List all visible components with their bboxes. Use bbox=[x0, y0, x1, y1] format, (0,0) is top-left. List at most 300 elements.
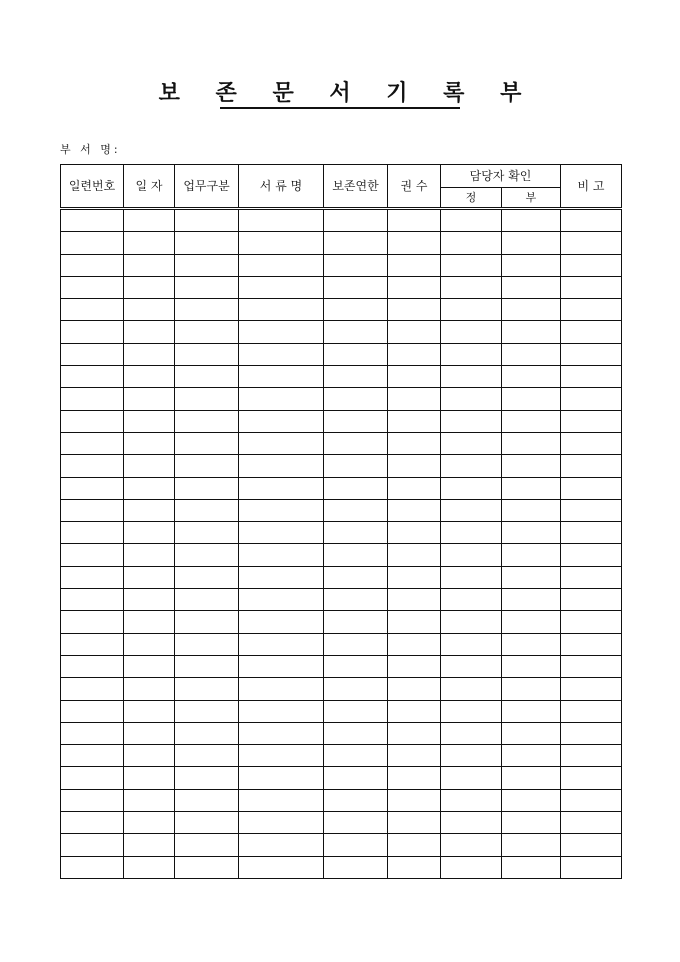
cell-doc-name[interactable] bbox=[239, 611, 324, 633]
cell-volumes[interactable] bbox=[388, 789, 441, 811]
cell-remarks[interactable] bbox=[561, 388, 622, 410]
cell-primary[interactable] bbox=[441, 566, 502, 588]
cell-remarks[interactable] bbox=[561, 655, 622, 677]
cell-serial-no[interactable] bbox=[61, 410, 124, 432]
cell-serial-no[interactable] bbox=[61, 209, 124, 232]
cell-serial-no[interactable] bbox=[61, 455, 124, 477]
cell-work-category[interactable] bbox=[175, 522, 239, 544]
cell-volumes[interactable] bbox=[388, 410, 441, 432]
cell-doc-name[interactable] bbox=[239, 499, 324, 521]
cell-date[interactable] bbox=[124, 477, 175, 499]
cell-volumes[interactable] bbox=[388, 232, 441, 254]
cell-remarks[interactable] bbox=[561, 834, 622, 856]
cell-secondary[interactable] bbox=[502, 611, 561, 633]
cell-secondary[interactable] bbox=[502, 432, 561, 454]
cell-primary[interactable] bbox=[441, 209, 502, 232]
cell-volumes[interactable] bbox=[388, 254, 441, 276]
cell-retention[interactable] bbox=[324, 722, 388, 744]
header-date: 일 자 bbox=[124, 165, 175, 209]
cell-volumes[interactable] bbox=[388, 767, 441, 789]
cell-secondary[interactable] bbox=[502, 366, 561, 388]
cell-secondary[interactable] bbox=[502, 499, 561, 521]
cell-retention[interactable] bbox=[324, 767, 388, 789]
cell-volumes[interactable] bbox=[388, 477, 441, 499]
cell-volumes[interactable] bbox=[388, 589, 441, 611]
cell-primary[interactable] bbox=[441, 232, 502, 254]
cell-remarks[interactable] bbox=[561, 522, 622, 544]
cell-secondary[interactable] bbox=[502, 321, 561, 343]
cell-serial-no[interactable] bbox=[61, 499, 124, 521]
cell-work-category[interactable] bbox=[175, 499, 239, 521]
cell-work-category[interactable] bbox=[175, 366, 239, 388]
cell-serial-no[interactable] bbox=[61, 388, 124, 410]
cell-primary[interactable] bbox=[441, 678, 502, 700]
cell-doc-name[interactable] bbox=[239, 232, 324, 254]
cell-date[interactable] bbox=[124, 834, 175, 856]
cell-date[interactable] bbox=[124, 343, 175, 365]
cell-primary[interactable] bbox=[441, 343, 502, 365]
cell-serial-no[interactable] bbox=[61, 522, 124, 544]
cell-retention[interactable] bbox=[324, 455, 388, 477]
cell-primary[interactable] bbox=[441, 856, 502, 878]
cell-serial-no[interactable] bbox=[61, 254, 124, 276]
cell-date[interactable] bbox=[124, 611, 175, 633]
cell-date[interactable] bbox=[124, 633, 175, 655]
cell-doc-name[interactable] bbox=[239, 388, 324, 410]
cell-secondary[interactable] bbox=[502, 633, 561, 655]
cell-date[interactable] bbox=[124, 209, 175, 232]
cell-retention[interactable] bbox=[324, 321, 388, 343]
cell-serial-no[interactable] bbox=[61, 856, 124, 878]
cell-volumes[interactable] bbox=[388, 388, 441, 410]
cell-doc-name[interactable] bbox=[239, 522, 324, 544]
cell-date[interactable] bbox=[124, 432, 175, 454]
table-row bbox=[61, 544, 622, 566]
cell-doc-name[interactable] bbox=[239, 276, 324, 298]
cell-primary[interactable] bbox=[441, 499, 502, 521]
cell-retention[interactable] bbox=[324, 477, 388, 499]
cell-secondary[interactable] bbox=[502, 477, 561, 499]
cell-retention[interactable] bbox=[324, 611, 388, 633]
cell-doc-name[interactable] bbox=[239, 209, 324, 232]
cell-work-category[interactable] bbox=[175, 455, 239, 477]
cell-work-category[interactable] bbox=[175, 678, 239, 700]
cell-serial-no[interactable] bbox=[61, 789, 124, 811]
cell-date[interactable] bbox=[124, 700, 175, 722]
table-row bbox=[61, 299, 622, 321]
cell-doc-name[interactable] bbox=[239, 299, 324, 321]
cell-retention[interactable] bbox=[324, 678, 388, 700]
header-secondary: 부 bbox=[502, 188, 561, 209]
cell-volumes[interactable] bbox=[388, 209, 441, 232]
cell-doc-name[interactable] bbox=[239, 722, 324, 744]
cell-remarks[interactable] bbox=[561, 410, 622, 432]
cell-date[interactable] bbox=[124, 678, 175, 700]
cell-doc-name[interactable] bbox=[239, 767, 324, 789]
cell-remarks[interactable] bbox=[561, 299, 622, 321]
table-row bbox=[61, 856, 622, 878]
cell-doc-name[interactable] bbox=[239, 544, 324, 566]
cell-primary[interactable] bbox=[441, 366, 502, 388]
cell-work-category[interactable] bbox=[175, 432, 239, 454]
cell-primary[interactable] bbox=[441, 455, 502, 477]
cell-doc-name[interactable] bbox=[239, 655, 324, 677]
cell-doc-name[interactable] bbox=[239, 812, 324, 834]
cell-primary[interactable] bbox=[441, 544, 502, 566]
table-row bbox=[61, 499, 622, 521]
cell-remarks[interactable] bbox=[561, 767, 622, 789]
cell-date[interactable] bbox=[124, 499, 175, 521]
table-row bbox=[61, 589, 622, 611]
cell-serial-no[interactable] bbox=[61, 745, 124, 767]
cell-remarks[interactable] bbox=[561, 633, 622, 655]
cell-serial-no[interactable] bbox=[61, 611, 124, 633]
cell-retention[interactable] bbox=[324, 299, 388, 321]
cell-serial-no[interactable] bbox=[61, 700, 124, 722]
cell-remarks[interactable] bbox=[561, 254, 622, 276]
cell-date[interactable] bbox=[124, 232, 175, 254]
cell-secondary[interactable] bbox=[502, 834, 561, 856]
cell-work-category[interactable] bbox=[175, 700, 239, 722]
cell-volumes[interactable] bbox=[388, 834, 441, 856]
cell-doc-name[interactable] bbox=[239, 789, 324, 811]
cell-volumes[interactable] bbox=[388, 633, 441, 655]
cell-remarks[interactable] bbox=[561, 455, 622, 477]
cell-remarks[interactable] bbox=[561, 232, 622, 254]
cell-primary[interactable] bbox=[441, 789, 502, 811]
cell-date[interactable] bbox=[124, 410, 175, 432]
cell-remarks[interactable] bbox=[561, 589, 622, 611]
table-row bbox=[61, 633, 622, 655]
cell-primary[interactable] bbox=[441, 299, 502, 321]
cell-date[interactable] bbox=[124, 276, 175, 298]
header-serial-no: 일련번호 bbox=[61, 165, 124, 209]
cell-volumes[interactable] bbox=[388, 678, 441, 700]
cell-secondary[interactable] bbox=[502, 254, 561, 276]
cell-secondary[interactable] bbox=[502, 767, 561, 789]
cell-serial-no[interactable] bbox=[61, 633, 124, 655]
cell-primary[interactable] bbox=[441, 477, 502, 499]
cell-date[interactable] bbox=[124, 544, 175, 566]
table-row bbox=[61, 789, 622, 811]
cell-retention[interactable] bbox=[324, 410, 388, 432]
table-row bbox=[61, 388, 622, 410]
cell-primary[interactable] bbox=[441, 812, 502, 834]
cell-retention[interactable] bbox=[324, 522, 388, 544]
cell-serial-no[interactable] bbox=[61, 432, 124, 454]
cell-volumes[interactable] bbox=[388, 700, 441, 722]
cell-work-category[interactable] bbox=[175, 410, 239, 432]
cell-doc-name[interactable] bbox=[239, 477, 324, 499]
cell-retention[interactable] bbox=[324, 209, 388, 232]
cell-primary[interactable] bbox=[441, 767, 502, 789]
cell-volumes[interactable] bbox=[388, 432, 441, 454]
cell-remarks[interactable] bbox=[561, 611, 622, 633]
cell-date[interactable] bbox=[124, 655, 175, 677]
cell-volumes[interactable] bbox=[388, 343, 441, 365]
cell-date[interactable] bbox=[124, 812, 175, 834]
table-row bbox=[61, 276, 622, 298]
cell-date[interactable] bbox=[124, 388, 175, 410]
cell-remarks[interactable] bbox=[561, 499, 622, 521]
cell-remarks[interactable] bbox=[561, 321, 622, 343]
cell-volumes[interactable] bbox=[388, 611, 441, 633]
cell-doc-name[interactable] bbox=[239, 455, 324, 477]
cell-date[interactable] bbox=[124, 722, 175, 744]
cell-work-category[interactable] bbox=[175, 856, 239, 878]
cell-volumes[interactable] bbox=[388, 276, 441, 298]
cell-remarks[interactable] bbox=[561, 432, 622, 454]
cell-secondary[interactable] bbox=[502, 410, 561, 432]
cell-volumes[interactable] bbox=[388, 522, 441, 544]
cell-secondary[interactable] bbox=[502, 678, 561, 700]
table-row bbox=[61, 343, 622, 365]
cell-primary[interactable] bbox=[441, 655, 502, 677]
cell-work-category[interactable] bbox=[175, 276, 239, 298]
table-row bbox=[61, 767, 622, 789]
cell-date[interactable] bbox=[124, 366, 175, 388]
cell-secondary[interactable] bbox=[502, 812, 561, 834]
cell-date[interactable] bbox=[124, 589, 175, 611]
cell-work-category[interactable] bbox=[175, 544, 239, 566]
cell-primary[interactable] bbox=[441, 611, 502, 633]
cell-serial-no[interactable] bbox=[61, 276, 124, 298]
cell-work-category[interactable] bbox=[175, 566, 239, 588]
cell-remarks[interactable] bbox=[561, 276, 622, 298]
header-volumes: 권 수 bbox=[388, 165, 441, 209]
table-row bbox=[61, 678, 622, 700]
cell-remarks[interactable] bbox=[561, 722, 622, 744]
cell-serial-no[interactable] bbox=[61, 589, 124, 611]
cell-serial-no[interactable] bbox=[61, 299, 124, 321]
cell-remarks[interactable] bbox=[561, 343, 622, 365]
cell-primary[interactable] bbox=[441, 589, 502, 611]
cell-serial-no[interactable] bbox=[61, 366, 124, 388]
title-underline bbox=[220, 107, 460, 109]
cell-date[interactable] bbox=[124, 321, 175, 343]
table-row bbox=[61, 700, 622, 722]
cell-volumes[interactable] bbox=[388, 366, 441, 388]
cell-date[interactable] bbox=[124, 455, 175, 477]
cell-secondary[interactable] bbox=[502, 388, 561, 410]
header-manager-check: 담당자 확인 bbox=[441, 165, 561, 188]
cell-retention[interactable] bbox=[324, 366, 388, 388]
cell-remarks[interactable] bbox=[561, 209, 622, 232]
cell-work-category[interactable] bbox=[175, 232, 239, 254]
cell-retention[interactable] bbox=[324, 232, 388, 254]
cell-doc-name[interactable] bbox=[239, 366, 324, 388]
cell-date[interactable] bbox=[124, 566, 175, 588]
cell-remarks[interactable] bbox=[561, 745, 622, 767]
cell-work-category[interactable] bbox=[175, 655, 239, 677]
cell-doc-name[interactable] bbox=[239, 410, 324, 432]
table-row bbox=[61, 254, 622, 276]
cell-retention[interactable] bbox=[324, 254, 388, 276]
cell-secondary[interactable] bbox=[502, 789, 561, 811]
cell-volumes[interactable] bbox=[388, 745, 441, 767]
cell-secondary[interactable] bbox=[502, 232, 561, 254]
cell-retention[interactable] bbox=[324, 812, 388, 834]
cell-secondary[interactable] bbox=[502, 745, 561, 767]
cell-date[interactable] bbox=[124, 789, 175, 811]
cell-retention[interactable] bbox=[324, 589, 388, 611]
cell-serial-no[interactable] bbox=[61, 343, 124, 365]
cell-serial-no[interactable] bbox=[61, 321, 124, 343]
cell-work-category[interactable] bbox=[175, 388, 239, 410]
cell-doc-name[interactable] bbox=[239, 254, 324, 276]
cell-remarks[interactable] bbox=[561, 856, 622, 878]
cell-work-category[interactable] bbox=[175, 745, 239, 767]
cell-doc-name[interactable] bbox=[239, 432, 324, 454]
cell-work-category[interactable] bbox=[175, 254, 239, 276]
cell-retention[interactable] bbox=[324, 856, 388, 878]
cell-primary[interactable] bbox=[441, 522, 502, 544]
cell-secondary[interactable] bbox=[502, 566, 561, 588]
table-row bbox=[61, 321, 622, 343]
cell-secondary[interactable] bbox=[502, 655, 561, 677]
cell-date[interactable] bbox=[124, 299, 175, 321]
cell-retention[interactable] bbox=[324, 343, 388, 365]
table-row bbox=[61, 745, 622, 767]
cell-work-category[interactable] bbox=[175, 812, 239, 834]
cell-work-category[interactable] bbox=[175, 343, 239, 365]
cell-work-category[interactable] bbox=[175, 767, 239, 789]
cell-doc-name[interactable] bbox=[239, 589, 324, 611]
cell-volumes[interactable] bbox=[388, 655, 441, 677]
cell-work-category[interactable] bbox=[175, 321, 239, 343]
cell-work-category[interactable] bbox=[175, 834, 239, 856]
table-row bbox=[61, 366, 622, 388]
cell-doc-name[interactable] bbox=[239, 856, 324, 878]
cell-secondary[interactable] bbox=[502, 455, 561, 477]
cell-retention[interactable] bbox=[324, 388, 388, 410]
cell-work-category[interactable] bbox=[175, 633, 239, 655]
cell-retention[interactable] bbox=[324, 276, 388, 298]
header-retention: 보존연한 bbox=[324, 165, 388, 209]
cell-doc-name[interactable] bbox=[239, 834, 324, 856]
cell-volumes[interactable] bbox=[388, 544, 441, 566]
cell-remarks[interactable] bbox=[561, 678, 622, 700]
cell-primary[interactable] bbox=[441, 388, 502, 410]
cell-retention[interactable] bbox=[324, 633, 388, 655]
cell-primary[interactable] bbox=[441, 410, 502, 432]
cell-date[interactable] bbox=[124, 522, 175, 544]
table-row bbox=[61, 522, 622, 544]
cell-date[interactable] bbox=[124, 745, 175, 767]
cell-volumes[interactable] bbox=[388, 499, 441, 521]
cell-primary[interactable] bbox=[441, 276, 502, 298]
cell-date[interactable] bbox=[124, 767, 175, 789]
cell-retention[interactable] bbox=[324, 499, 388, 521]
cell-date[interactable] bbox=[124, 856, 175, 878]
cell-serial-no[interactable] bbox=[61, 767, 124, 789]
cell-remarks[interactable] bbox=[561, 700, 622, 722]
cell-secondary[interactable] bbox=[502, 343, 561, 365]
cell-remarks[interactable] bbox=[561, 544, 622, 566]
cell-remarks[interactable] bbox=[561, 789, 622, 811]
cell-primary[interactable] bbox=[441, 432, 502, 454]
cell-date[interactable] bbox=[124, 254, 175, 276]
cell-serial-no[interactable] bbox=[61, 834, 124, 856]
cell-secondary[interactable] bbox=[502, 299, 561, 321]
cell-retention[interactable] bbox=[324, 544, 388, 566]
cell-work-category[interactable] bbox=[175, 589, 239, 611]
table-row bbox=[61, 455, 622, 477]
cell-primary[interactable] bbox=[441, 254, 502, 276]
table-row bbox=[61, 432, 622, 454]
cell-doc-name[interactable] bbox=[239, 745, 324, 767]
cell-serial-no[interactable] bbox=[61, 566, 124, 588]
cell-primary[interactable] bbox=[441, 834, 502, 856]
cell-doc-name[interactable] bbox=[239, 700, 324, 722]
cell-work-category[interactable] bbox=[175, 209, 239, 232]
cell-secondary[interactable] bbox=[502, 856, 561, 878]
cell-remarks[interactable] bbox=[561, 812, 622, 834]
cell-doc-name[interactable] bbox=[239, 321, 324, 343]
cell-secondary[interactable] bbox=[502, 722, 561, 744]
table-row bbox=[61, 477, 622, 499]
cell-secondary[interactable] bbox=[502, 544, 561, 566]
cell-serial-no[interactable] bbox=[61, 232, 124, 254]
cell-volumes[interactable] bbox=[388, 856, 441, 878]
cell-serial-no[interactable] bbox=[61, 812, 124, 834]
cell-work-category[interactable] bbox=[175, 611, 239, 633]
cell-serial-no[interactable] bbox=[61, 722, 124, 744]
cell-secondary[interactable] bbox=[502, 209, 561, 232]
cell-secondary[interactable] bbox=[502, 276, 561, 298]
cell-volumes[interactable] bbox=[388, 722, 441, 744]
cell-doc-name[interactable] bbox=[239, 633, 324, 655]
cell-volumes[interactable] bbox=[388, 321, 441, 343]
header-doc-name: 서 류 명 bbox=[239, 165, 324, 209]
cell-primary[interactable] bbox=[441, 321, 502, 343]
cell-retention[interactable] bbox=[324, 834, 388, 856]
cell-doc-name[interactable] bbox=[239, 678, 324, 700]
cell-secondary[interactable] bbox=[502, 700, 561, 722]
cell-work-category[interactable] bbox=[175, 299, 239, 321]
cell-retention[interactable] bbox=[324, 566, 388, 588]
cell-remarks[interactable] bbox=[561, 366, 622, 388]
cell-retention[interactable] bbox=[324, 432, 388, 454]
cell-serial-no[interactable] bbox=[61, 544, 124, 566]
cell-retention[interactable] bbox=[324, 789, 388, 811]
cell-primary[interactable] bbox=[441, 700, 502, 722]
cell-work-category[interactable] bbox=[175, 477, 239, 499]
cell-volumes[interactable] bbox=[388, 455, 441, 477]
cell-volumes[interactable] bbox=[388, 299, 441, 321]
cell-serial-no[interactable] bbox=[61, 477, 124, 499]
cell-primary[interactable] bbox=[441, 745, 502, 767]
cell-work-category[interactable] bbox=[175, 789, 239, 811]
cell-doc-name[interactable] bbox=[239, 566, 324, 588]
cell-work-category[interactable] bbox=[175, 722, 239, 744]
cell-retention[interactable] bbox=[324, 655, 388, 677]
cell-secondary[interactable] bbox=[502, 522, 561, 544]
cell-serial-no[interactable] bbox=[61, 655, 124, 677]
cell-retention[interactable] bbox=[324, 700, 388, 722]
cell-serial-no[interactable] bbox=[61, 678, 124, 700]
cell-secondary[interactable] bbox=[502, 589, 561, 611]
cell-volumes[interactable] bbox=[388, 566, 441, 588]
cell-doc-name[interactable] bbox=[239, 343, 324, 365]
cell-remarks[interactable] bbox=[561, 566, 622, 588]
cell-primary[interactable] bbox=[441, 633, 502, 655]
cell-primary[interactable] bbox=[441, 722, 502, 744]
cell-volumes[interactable] bbox=[388, 812, 441, 834]
table-row bbox=[61, 722, 622, 744]
cell-retention[interactable] bbox=[324, 745, 388, 767]
cell-remarks[interactable] bbox=[561, 477, 622, 499]
